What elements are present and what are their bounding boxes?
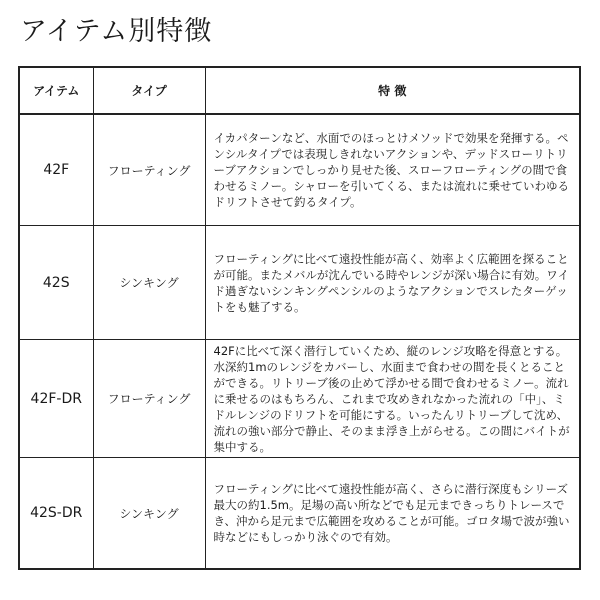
feature-text: イカパターンなど、水面でのほっとけメソッドで効果を発揮する。ペンシルタイプでは表現しきれないアクションや、デッドスローリトリーブアクションでしっかり見せた後、スローフローティングの間で食わせるミノー。シャローを引いてくる、または流れに乗せていわゆるドリフトさせて釣るタイプ。 [213, 131, 569, 209]
header-item: アイテム [19, 67, 93, 114]
item-name: 42F-DR [19, 340, 93, 458]
item-feature [205, 114, 580, 226]
table-row [19, 340, 580, 458]
item-feature [205, 340, 580, 458]
item-type: シンキング [93, 458, 205, 570]
item-name: 42F [19, 114, 93, 226]
table-header-row [19, 67, 580, 114]
item-type: フローティング [93, 114, 205, 226]
header-type: タイプ [93, 67, 205, 114]
item-type: シンキング [93, 226, 205, 340]
item-name: 42S [19, 226, 93, 340]
item-feature [205, 458, 580, 570]
table-row [19, 458, 580, 570]
page-title: アイテム別特徴 [20, 16, 213, 47]
feature-text: フローティングに比べて遠投性能が高く、さらに潜行深度もシリーズ最大の約1.5m。足場の高い所などでも足元まできっちりトレースでき、沖から足元まで広範囲を攻めることが可能。ゴロタ場で波が強い時などにもしっかり泳ぐので有効。 [213, 482, 570, 544]
table-row [19, 226, 580, 340]
item-name: 42S-DR [19, 458, 93, 570]
item-type: フローティング [93, 340, 205, 458]
feature-table [18, 66, 581, 570]
feature-text: 42Fに比べて深く潜行していくため、縦のレンジ攻略を得意とする。水深約1mのレンジをカバーし、水面まで食わせの間を長くとることができる。リトリーブ後の止めて浮かせる間で食わせるミノー。流れに乗せるのはもちろん、これまで攻めきれなかった流れの「中」、ミドルレンジのドリフトを可能にする。いったんリトリーブして沈め、流れの強い部分で静止、そのまま浮き上がらせる。この間にバイトが集中する。 [213, 343, 570, 454]
header-feature: 特 徴 [205, 67, 580, 114]
table-row [19, 114, 580, 226]
item-feature [205, 226, 580, 340]
feature-text: フローティングに比べて遠投性能が高く、効率よく広範囲を探ることが可能。またメバルが沈んでいる時やレンジが深い場合に有効。ワイド過ぎないシンキングペンシルのようなアクションでスレたターゲットをも魅了する。 [213, 251, 569, 314]
